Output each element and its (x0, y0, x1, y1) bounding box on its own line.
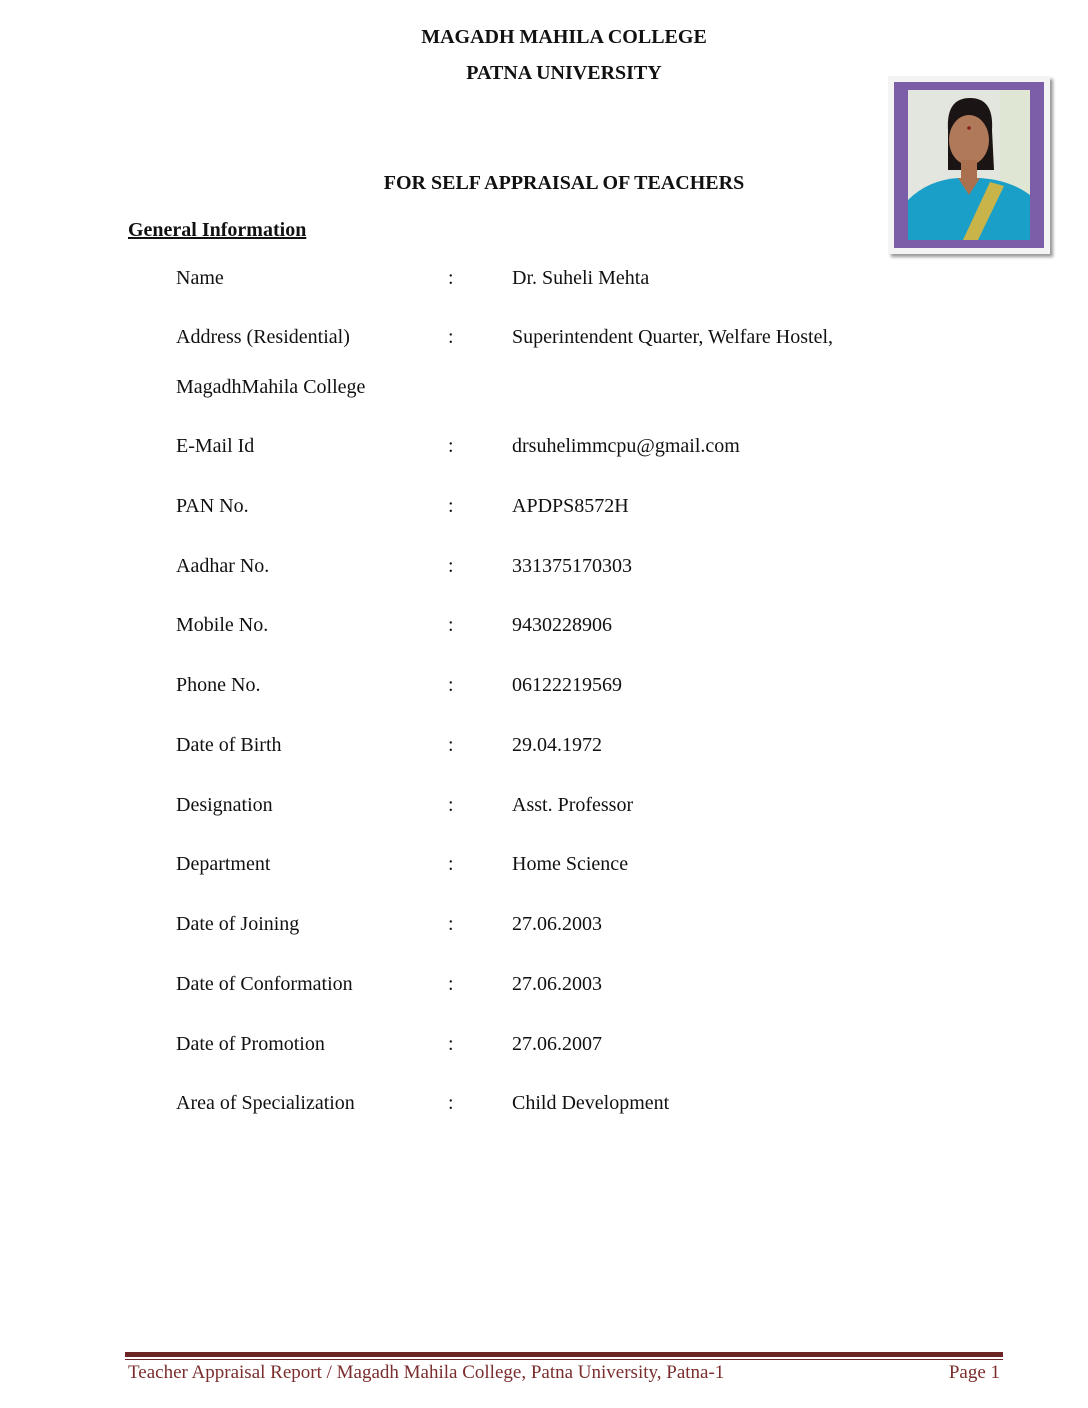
page-number: Page 1 (948, 1362, 1000, 1383)
field-row-designation (0, 794, 1088, 820)
field-row-date-of-birth (0, 734, 1088, 760)
field-row-phone (0, 674, 1088, 700)
field-label: Department (176, 853, 271, 875)
field-value: drsuhelimmcpu@gmail.com (512, 435, 740, 457)
field-row-aadhar (0, 555, 1088, 581)
field-separator: : (448, 794, 454, 816)
field-label: Area of Specialization (176, 1092, 355, 1114)
field-label: Name (176, 267, 224, 289)
profile-photo-frame (888, 76, 1050, 254)
field-label: Date of Birth (176, 734, 282, 756)
field-label: PAN No. (176, 495, 249, 517)
field-value: Child Development (512, 1092, 670, 1114)
field-separator: : (448, 973, 454, 995)
field-separator: : (448, 267, 454, 289)
field-label: Designation (176, 794, 273, 816)
field-separator: : (448, 1092, 454, 1114)
field-value: 27.06.2007 (512, 1033, 602, 1055)
field-value: Home Science (512, 853, 629, 875)
field-separator: : (448, 734, 454, 756)
field-value: Superintendent Quarter, Welfare Hostel, (512, 326, 833, 348)
field-separator: : (448, 614, 454, 636)
field-separator: : (448, 555, 454, 577)
profile-photo (908, 90, 1030, 240)
field-separator: : (448, 435, 454, 457)
field-value: 9430228906 (512, 614, 612, 636)
field-label: Aadhar No. (176, 555, 270, 577)
footer-text: Teacher Appraisal Report / Magadh Mahila College, Patna University, Patna-1 (128, 1362, 725, 1383)
field-separator: : (448, 1033, 454, 1055)
field-value: 06122219569 (512, 674, 622, 696)
field-row-mobile (0, 614, 1088, 640)
field-separator: : (448, 913, 454, 935)
footer-divider-thin (125, 1359, 1003, 1360)
field-row-department (0, 853, 1088, 879)
field-separator: : (448, 326, 454, 348)
person-portrait-icon (908, 90, 1030, 240)
field-separator: : (448, 495, 454, 517)
field-label: Date of Joining (176, 913, 300, 935)
field-value: APDPS8572H (512, 495, 629, 517)
field-separator: : (448, 853, 454, 875)
field-separator: : (448, 674, 454, 696)
college-name: MAGADH MAHILA COLLEGE (421, 26, 707, 48)
section-title-general-information: General Information (128, 219, 307, 241)
address-continuation: MagadhMahila College (176, 376, 366, 398)
footer-divider-thick (125, 1352, 1003, 1357)
field-value: 27.06.2003 (512, 913, 602, 935)
field-row-name (0, 267, 1088, 293)
field-label: Date of Promotion (176, 1033, 325, 1055)
field-label: Date of Conformation (176, 973, 353, 995)
field-label: Mobile No. (176, 614, 269, 636)
field-row-date-of-conformation (0, 973, 1088, 999)
field-value: 29.04.1972 (512, 734, 602, 756)
field-row-address (0, 326, 1088, 352)
university-name: PATNA UNIVERSITY (466, 62, 662, 84)
field-label: Phone No. (176, 674, 261, 696)
field-row-area-of-specialization (0, 1092, 1088, 1118)
field-label: Address (Residential) (176, 326, 350, 348)
field-value: Asst. Professor (512, 794, 634, 816)
field-row-pan (0, 495, 1088, 521)
field-label: E-Mail Id (176, 435, 255, 457)
photo-border (894, 82, 1044, 248)
field-row-date-of-promotion (0, 1033, 1088, 1059)
field-value: 331375170303 (512, 555, 632, 577)
field-row-date-of-joining (0, 913, 1088, 939)
form-title: FOR SELF APPRAISAL OF TEACHERS (383, 172, 745, 194)
field-value: Dr. Suheli Mehta (512, 267, 650, 289)
field-row-email (0, 435, 1088, 461)
field-value: 27.06.2003 (512, 973, 602, 995)
